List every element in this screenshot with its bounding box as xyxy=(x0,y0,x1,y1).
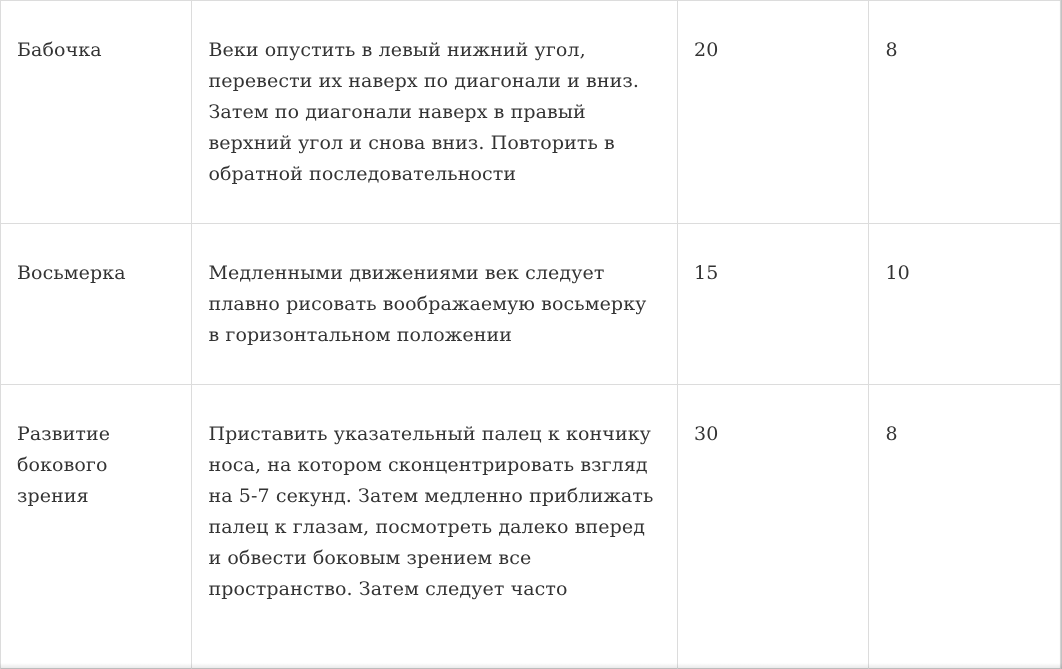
exercise-name-cell: Бабочка xyxy=(1,1,192,224)
exercise-description-cell: Приставить указательный палец к кончику носа, на котором сконцентрировать взгляд на 5-7 секунд. Затем медленно приближать палец к глазам, посмотреть далеко вперед и обвести боковым зрением все пространство. Затем следует часто xyxy=(192,385,678,669)
table-row xyxy=(1,224,1061,385)
exercise-name-cell: Восьмерка xyxy=(1,224,192,385)
exercise-value-b-cell: 8 xyxy=(869,385,1061,669)
table-row xyxy=(1,385,1061,669)
table-row xyxy=(1,1,1061,224)
exercise-value-b-cell: 8 xyxy=(869,1,1061,224)
exercise-value-a-cell: 15 xyxy=(678,224,869,385)
exercise-name-cell: Развитие бокового зрения xyxy=(1,385,192,669)
exercise-value-b-cell: 10 xyxy=(869,224,1061,385)
exercise-value-a-cell: 20 xyxy=(678,1,869,224)
exercise-value-a-cell: 30 xyxy=(678,385,869,669)
exercise-description-cell: Веки опустить в левый нижний угол, перевести их наверх по диагонали и вниз. Затем по диагонали наверх в правый верхний угол и снова вниз. Повторить в обратной последовательности xyxy=(192,1,678,224)
exercise-description-cell: Медленными движениями век следует плавно рисовать воображаемую восьмерку в горизонтальном положении xyxy=(192,224,678,385)
